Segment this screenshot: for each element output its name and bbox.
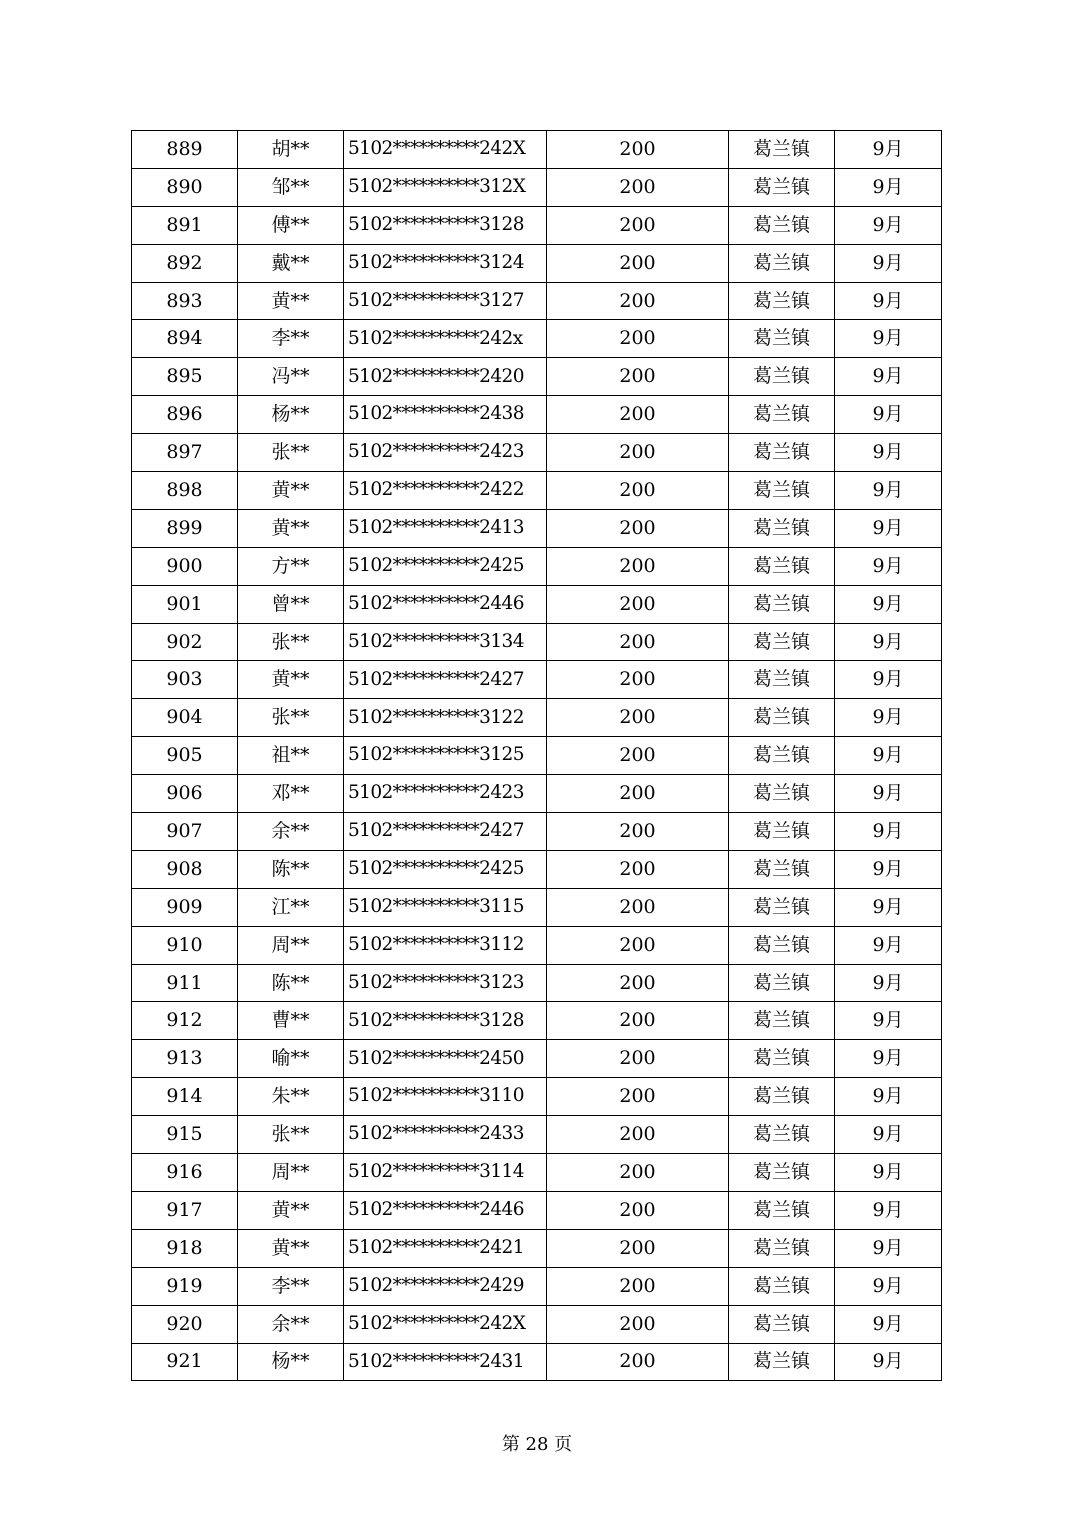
cell-name: 陈** (238, 850, 344, 888)
cell-name: 张** (238, 623, 344, 661)
cell-id-number: 5102**********2423 (344, 775, 547, 813)
cell-town: 葛兰镇 (729, 1229, 835, 1267)
cell-amount: 200 (547, 472, 729, 510)
cell-town: 葛兰镇 (729, 1305, 835, 1343)
cell-name: 黄** (238, 282, 344, 320)
table-row (132, 850, 942, 888)
cell-serial-number: 916 (132, 1154, 238, 1192)
table-row (132, 661, 942, 699)
cell-name: 杨** (238, 1343, 344, 1381)
cell-id-number: 5102**********3123 (344, 964, 547, 1002)
table-row (132, 434, 942, 472)
cell-town: 葛兰镇 (729, 168, 835, 206)
cell-amount: 200 (547, 1040, 729, 1078)
cell-amount: 200 (547, 1343, 729, 1381)
cell-id-number: 5102**********2438 (344, 396, 547, 434)
cell-month: 9月 (835, 396, 942, 434)
cell-id-number: 5102**********242X (344, 131, 547, 169)
table-row (132, 1078, 942, 1116)
cell-serial-number: 889 (132, 131, 238, 169)
cell-serial-number: 904 (132, 699, 238, 737)
cell-id-number: 5102**********312X (344, 168, 547, 206)
cell-name: 黄** (238, 1229, 344, 1267)
cell-name: 傅** (238, 206, 344, 244)
cell-id-number: 5102**********2446 (344, 585, 547, 623)
cell-month: 9月 (835, 926, 942, 964)
cell-month: 9月 (835, 1002, 942, 1040)
cell-amount: 200 (547, 168, 729, 206)
cell-serial-number: 909 (132, 888, 238, 926)
cell-town: 葛兰镇 (729, 1040, 835, 1078)
page-number: 第 28 页 (501, 1434, 573, 1455)
cell-serial-number: 902 (132, 623, 238, 661)
cell-town: 葛兰镇 (729, 396, 835, 434)
cell-month: 9月 (835, 1343, 942, 1381)
cell-id-number: 5102**********3112 (344, 926, 547, 964)
cell-id-number: 5102**********2421 (344, 1229, 547, 1267)
cell-month: 9月 (835, 547, 942, 585)
cell-amount: 200 (547, 1116, 729, 1154)
cell-month: 9月 (835, 623, 942, 661)
cell-amount: 200 (547, 244, 729, 282)
cell-name: 陈** (238, 964, 344, 1002)
cell-name: 李** (238, 1267, 344, 1305)
cell-month: 9月 (835, 1154, 942, 1192)
table-row (132, 1229, 942, 1267)
cell-serial-number: 908 (132, 850, 238, 888)
cell-name: 邓** (238, 775, 344, 813)
cell-month: 9月 (835, 1116, 942, 1154)
table-row (132, 964, 942, 1002)
cell-amount: 200 (547, 737, 729, 775)
cell-serial-number: 917 (132, 1191, 238, 1229)
cell-name: 余** (238, 1305, 344, 1343)
cell-id-number: 5102**********2427 (344, 661, 547, 699)
cell-amount: 200 (547, 888, 729, 926)
cell-serial-number: 899 (132, 509, 238, 547)
table-row (132, 699, 942, 737)
table-row (132, 1002, 942, 1040)
cell-town: 葛兰镇 (729, 1191, 835, 1229)
cell-town: 葛兰镇 (729, 585, 835, 623)
cell-amount: 200 (547, 1002, 729, 1040)
cell-month: 9月 (835, 737, 942, 775)
table-row (132, 131, 942, 169)
cell-name: 张** (238, 1116, 344, 1154)
cell-serial-number: 913 (132, 1040, 238, 1078)
cell-month: 9月 (835, 131, 942, 169)
table-row (132, 358, 942, 396)
cell-name: 方** (238, 547, 344, 585)
cell-month: 9月 (835, 888, 942, 926)
cell-month: 9月 (835, 282, 942, 320)
cell-name: 周** (238, 926, 344, 964)
cell-name: 周** (238, 1154, 344, 1192)
cell-serial-number: 900 (132, 547, 238, 585)
cell-amount: 200 (547, 661, 729, 699)
cell-id-number: 5102**********3127 (344, 282, 547, 320)
cell-serial-number: 897 (132, 434, 238, 472)
table-row (132, 737, 942, 775)
cell-id-number: 5102**********3124 (344, 244, 547, 282)
cell-name: 黄** (238, 661, 344, 699)
cell-serial-number: 906 (132, 775, 238, 813)
cell-town: 葛兰镇 (729, 358, 835, 396)
cell-name: 曹** (238, 1002, 344, 1040)
cell-amount: 200 (547, 813, 729, 851)
cell-town: 葛兰镇 (729, 623, 835, 661)
table-row (132, 396, 942, 434)
cell-id-number: 5102**********2425 (344, 547, 547, 585)
cell-name: 李** (238, 320, 344, 358)
cell-serial-number: 911 (132, 964, 238, 1002)
cell-month: 9月 (835, 1229, 942, 1267)
table-row (132, 888, 942, 926)
cell-serial-number: 898 (132, 472, 238, 510)
cell-month: 9月 (835, 850, 942, 888)
cell-amount: 200 (547, 1078, 729, 1116)
cell-name: 喻** (238, 1040, 344, 1078)
table-row (132, 926, 942, 964)
table-row (132, 775, 942, 813)
table-row (132, 1116, 942, 1154)
cell-id-number: 5102**********3110 (344, 1078, 547, 1116)
cell-month: 9月 (835, 244, 942, 282)
cell-amount: 200 (547, 623, 729, 661)
cell-serial-number: 918 (132, 1229, 238, 1267)
cell-town: 葛兰镇 (729, 1078, 835, 1116)
cell-month: 9月 (835, 509, 942, 547)
cell-name: 朱** (238, 1078, 344, 1116)
cell-town: 葛兰镇 (729, 926, 835, 964)
cell-town: 葛兰镇 (729, 964, 835, 1002)
table-row (132, 206, 942, 244)
table-row (132, 1305, 942, 1343)
cell-town: 葛兰镇 (729, 775, 835, 813)
cell-amount: 200 (547, 1229, 729, 1267)
cell-month: 9月 (835, 1305, 942, 1343)
cell-id-number: 5102**********3128 (344, 1002, 547, 1040)
cell-amount: 200 (547, 396, 729, 434)
table-row (132, 1191, 942, 1229)
table-row (132, 282, 942, 320)
cell-month: 9月 (835, 813, 942, 851)
cell-id-number: 5102**********3114 (344, 1154, 547, 1192)
cell-serial-number: 891 (132, 206, 238, 244)
cell-id-number: 5102**********2450 (344, 1040, 547, 1078)
cell-id-number: 5102**********2433 (344, 1116, 547, 1154)
cell-town: 葛兰镇 (729, 737, 835, 775)
cell-id-number: 5102**********2429 (344, 1267, 547, 1305)
cell-amount: 200 (547, 358, 729, 396)
cell-town: 葛兰镇 (729, 1154, 835, 1192)
table-body (132, 131, 942, 1381)
cell-month: 9月 (835, 472, 942, 510)
cell-town: 葛兰镇 (729, 699, 835, 737)
cell-name: 黄** (238, 472, 344, 510)
cell-town: 葛兰镇 (729, 434, 835, 472)
cell-amount: 200 (547, 509, 729, 547)
table-row (132, 547, 942, 585)
cell-town: 葛兰镇 (729, 1002, 835, 1040)
table-row (132, 244, 942, 282)
cell-month: 9月 (835, 358, 942, 396)
cell-amount: 200 (547, 775, 729, 813)
cell-serial-number: 905 (132, 737, 238, 775)
cell-month: 9月 (835, 206, 942, 244)
cell-serial-number: 919 (132, 1267, 238, 1305)
table-row (132, 472, 942, 510)
table-row (132, 813, 942, 851)
cell-month: 9月 (835, 775, 942, 813)
cell-id-number: 5102**********2431 (344, 1343, 547, 1381)
cell-amount: 200 (547, 699, 729, 737)
cell-town: 葛兰镇 (729, 282, 835, 320)
cell-town: 葛兰镇 (729, 661, 835, 699)
cell-name: 江** (238, 888, 344, 926)
cell-serial-number: 893 (132, 282, 238, 320)
cell-month: 9月 (835, 1040, 942, 1078)
cell-name: 张** (238, 699, 344, 737)
cell-serial-number: 895 (132, 358, 238, 396)
cell-name: 冯** (238, 358, 344, 396)
cell-amount: 200 (547, 131, 729, 169)
table-row (132, 509, 942, 547)
cell-month: 9月 (835, 1267, 942, 1305)
cell-id-number: 5102**********3115 (344, 888, 547, 926)
cell-town: 葛兰镇 (729, 1343, 835, 1381)
cell-name: 胡** (238, 131, 344, 169)
cell-serial-number: 903 (132, 661, 238, 699)
table-row (132, 1154, 942, 1192)
cell-town: 葛兰镇 (729, 888, 835, 926)
cell-town: 葛兰镇 (729, 1116, 835, 1154)
cell-serial-number: 912 (132, 1002, 238, 1040)
cell-month: 9月 (835, 320, 942, 358)
table-row (132, 1040, 942, 1078)
table-row (132, 585, 942, 623)
cell-id-number: 5102**********2420 (344, 358, 547, 396)
data-table (131, 130, 942, 1381)
cell-amount: 200 (547, 1305, 729, 1343)
cell-town: 葛兰镇 (729, 850, 835, 888)
cell-month: 9月 (835, 585, 942, 623)
cell-id-number: 5102**********2427 (344, 813, 547, 851)
cell-serial-number: 890 (132, 168, 238, 206)
cell-amount: 200 (547, 434, 729, 472)
cell-town: 葛兰镇 (729, 1267, 835, 1305)
cell-id-number: 5102**********2423 (344, 434, 547, 472)
cell-serial-number: 914 (132, 1078, 238, 1116)
cell-id-number: 5102**********3122 (344, 699, 547, 737)
cell-town: 葛兰镇 (729, 320, 835, 358)
cell-town: 葛兰镇 (729, 547, 835, 585)
cell-serial-number: 901 (132, 585, 238, 623)
cell-id-number: 5102**********242x (344, 320, 547, 358)
table-row (132, 623, 942, 661)
cell-serial-number: 910 (132, 926, 238, 964)
cell-name: 黄** (238, 509, 344, 547)
cell-town: 葛兰镇 (729, 206, 835, 244)
cell-month: 9月 (835, 1191, 942, 1229)
cell-town: 葛兰镇 (729, 509, 835, 547)
cell-id-number: 5102**********3125 (344, 737, 547, 775)
cell-serial-number: 915 (132, 1116, 238, 1154)
cell-serial-number: 896 (132, 396, 238, 434)
cell-month: 9月 (835, 661, 942, 699)
cell-amount: 200 (547, 964, 729, 1002)
cell-amount: 200 (547, 1154, 729, 1192)
cell-town: 葛兰镇 (729, 813, 835, 851)
cell-serial-number: 894 (132, 320, 238, 358)
cell-name: 邹** (238, 168, 344, 206)
cell-month: 9月 (835, 699, 942, 737)
cell-amount: 200 (547, 926, 729, 964)
cell-amount: 200 (547, 282, 729, 320)
cell-month: 9月 (835, 168, 942, 206)
cell-serial-number: 892 (132, 244, 238, 282)
cell-amount: 200 (547, 206, 729, 244)
cell-amount: 200 (547, 850, 729, 888)
cell-name: 祖** (238, 737, 344, 775)
table-row (132, 1267, 942, 1305)
cell-amount: 200 (547, 547, 729, 585)
cell-serial-number: 921 (132, 1343, 238, 1381)
table-row (132, 320, 942, 358)
cell-amount: 200 (547, 1267, 729, 1305)
cell-amount: 200 (547, 585, 729, 623)
table-row (132, 1343, 942, 1381)
cell-id-number: 5102**********2446 (344, 1191, 547, 1229)
cell-name: 曾** (238, 585, 344, 623)
cell-amount: 200 (547, 320, 729, 358)
cell-id-number: 5102**********2422 (344, 472, 547, 510)
cell-id-number: 5102**********3134 (344, 623, 547, 661)
cell-id-number: 5102**********2413 (344, 509, 547, 547)
cell-month: 9月 (835, 964, 942, 1002)
cell-id-number: 5102**********2425 (344, 850, 547, 888)
table-row (132, 168, 942, 206)
cell-id-number: 5102**********242X (344, 1305, 547, 1343)
cell-town: 葛兰镇 (729, 244, 835, 282)
cell-name: 杨** (238, 396, 344, 434)
cell-name: 张** (238, 434, 344, 472)
cell-town: 葛兰镇 (729, 131, 835, 169)
cell-serial-number: 920 (132, 1305, 238, 1343)
cell-id-number: 5102**********3128 (344, 206, 547, 244)
cell-serial-number: 907 (132, 813, 238, 851)
cell-amount: 200 (547, 1191, 729, 1229)
cell-name: 黄** (238, 1191, 344, 1229)
cell-month: 9月 (835, 434, 942, 472)
cell-name: 余** (238, 813, 344, 851)
cell-month: 9月 (835, 1078, 942, 1116)
cell-town: 葛兰镇 (729, 472, 835, 510)
cell-name: 戴** (238, 244, 344, 282)
